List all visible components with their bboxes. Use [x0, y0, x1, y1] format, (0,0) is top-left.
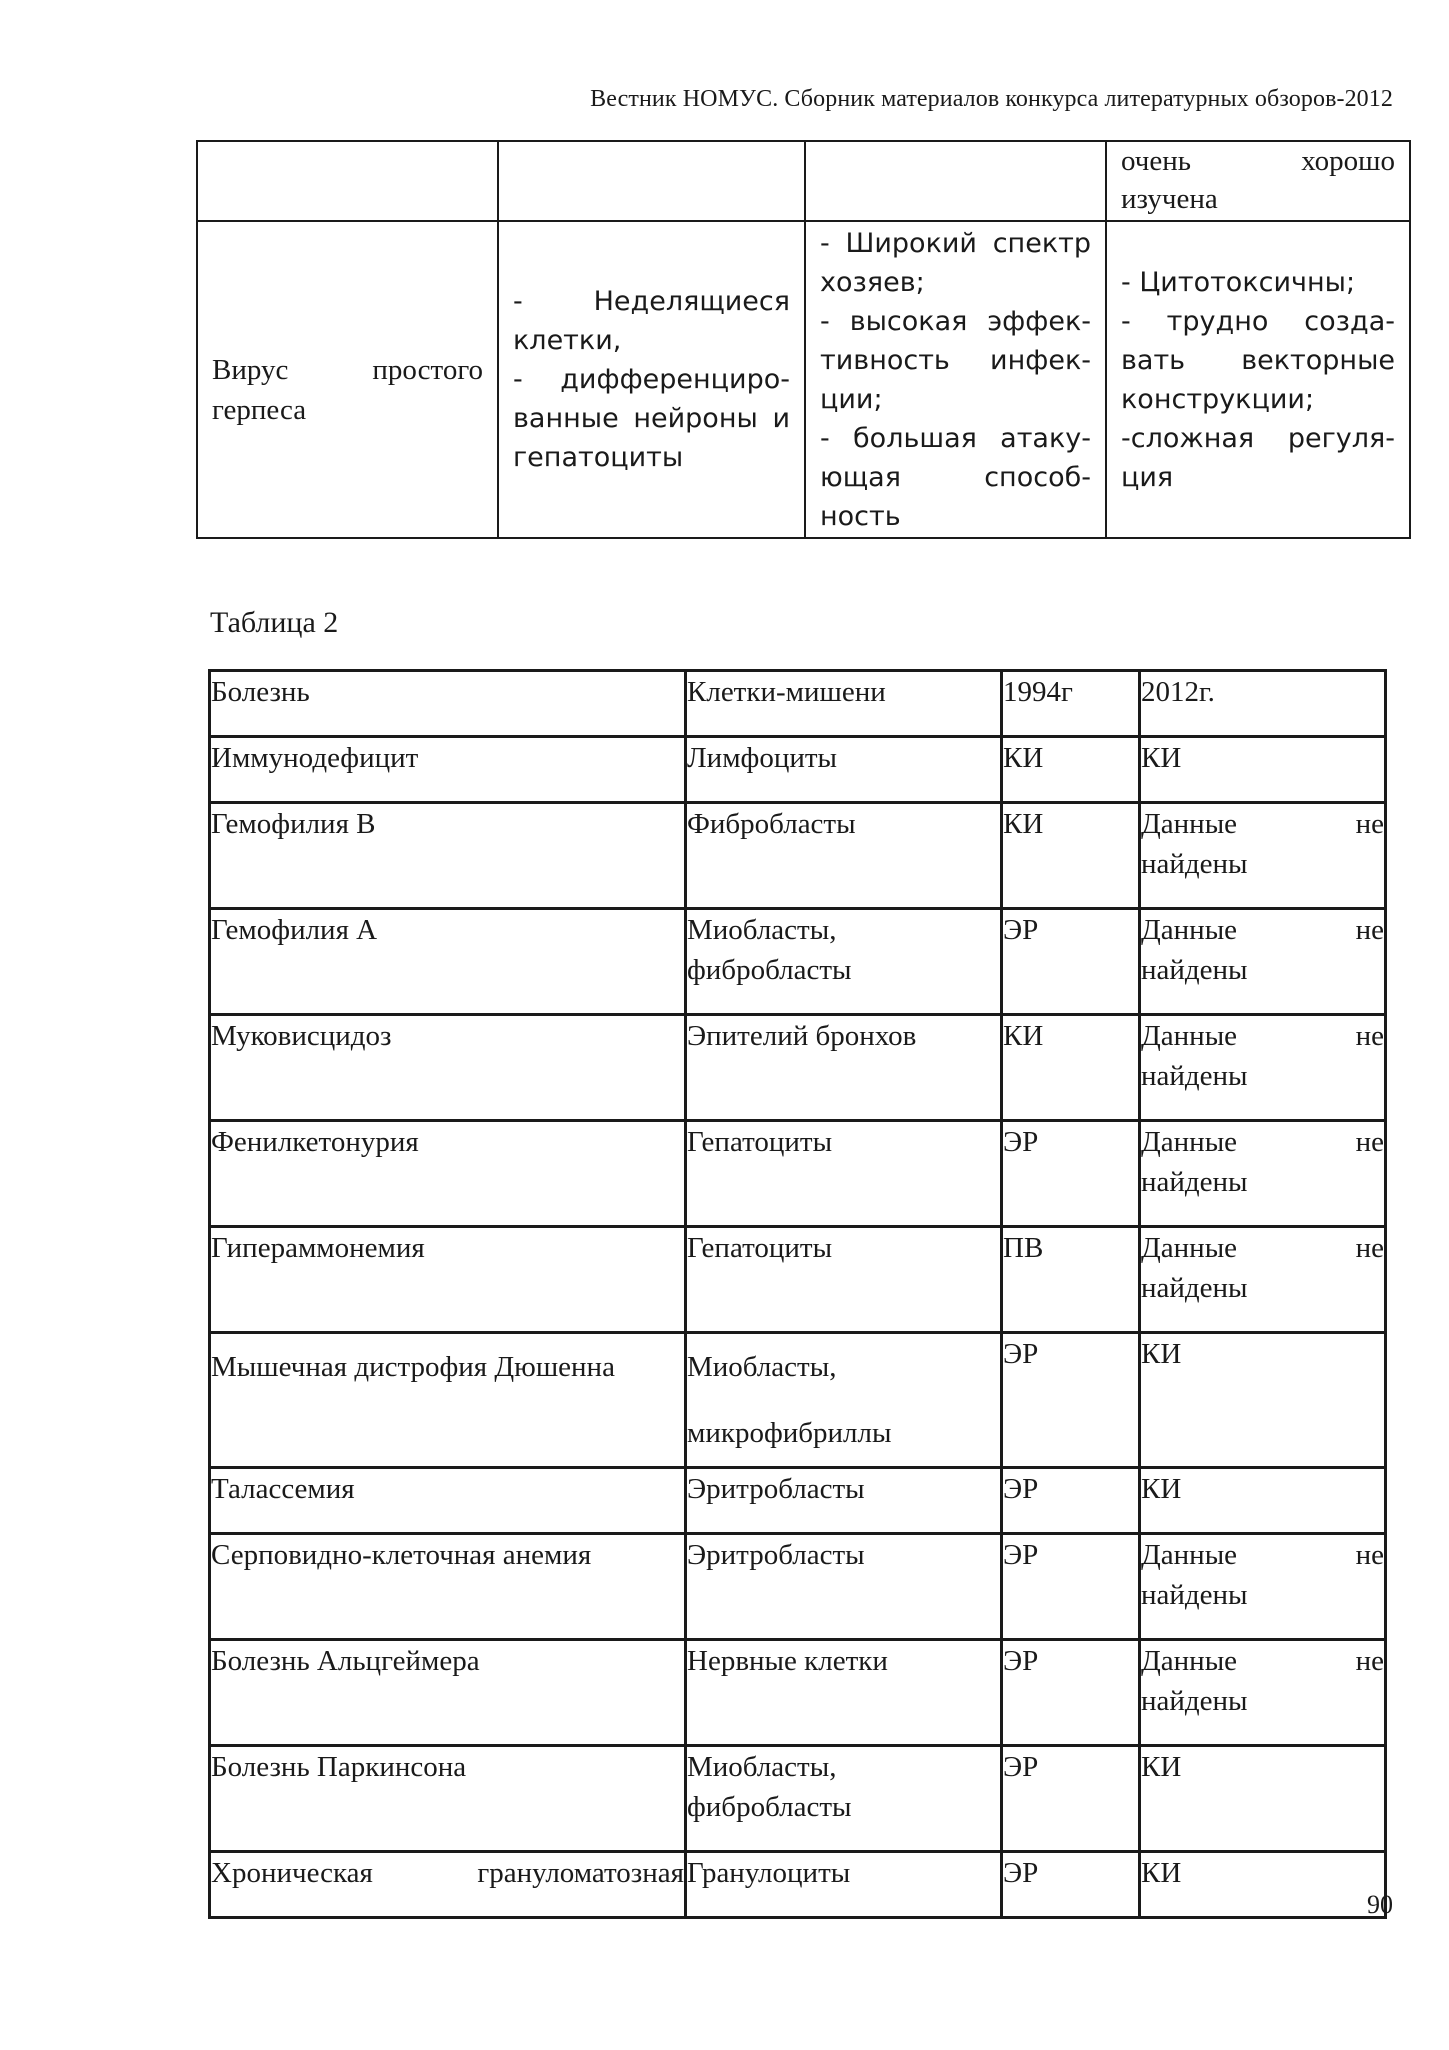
disease-cell — [210, 1015, 686, 1121]
cell-text: ЭР — [1003, 1473, 1039, 1505]
cell-text: Эритробласты — [687, 1473, 865, 1505]
table-cell — [498, 221, 805, 538]
table-row — [210, 1333, 1386, 1468]
cell-line: - Цитотоксичны; — [1121, 266, 1356, 298]
cell-text: КИ — [1141, 742, 1182, 774]
year-1994-cell — [1002, 1121, 1140, 1227]
cell-text: КИ — [1141, 1473, 1182, 1505]
year-1994-cell — [1002, 1468, 1140, 1534]
target-cells-cell — [686, 1852, 1002, 1918]
cell-line: - трудно созда- — [1121, 305, 1395, 337]
cell-text: ЭР — [1003, 1338, 1039, 1370]
cell-text: КИ — [1003, 1020, 1044, 1052]
year-1994-cell — [1002, 1534, 1140, 1640]
cell-text: Гипераммонемия — [211, 1232, 425, 1264]
cell-text: Данные не найдены — [1141, 1020, 1384, 1092]
year-1994-cell — [1002, 1746, 1140, 1852]
cell-text: Лимфоциты — [687, 742, 838, 774]
table-row — [210, 1121, 1386, 1227]
target-cells-cell — [686, 1015, 1002, 1121]
target-cells-cell — [686, 1534, 1002, 1640]
year-1994-cell — [1002, 1015, 1140, 1121]
year-2012-cell — [1140, 1746, 1386, 1852]
target-cells-cell — [686, 1640, 1002, 1746]
year-2012-cell — [1140, 803, 1386, 909]
year-2012-cell — [1140, 1534, 1386, 1640]
table-cell — [805, 221, 1106, 538]
target-cells-cell — [686, 803, 1002, 909]
table-row — [210, 803, 1386, 909]
cell-text: Данные не найдены — [1141, 808, 1384, 880]
cell-text: ЭР — [1003, 1645, 1039, 1677]
cell-text: ЭР — [1003, 1751, 1039, 1783]
table-row — [210, 1015, 1386, 1121]
page-header: Вестник НОМУС. Сборник материалов конкурса литературных обзоров-2012 — [590, 86, 1393, 112]
cell-text: Хроническая грануломатозная — [211, 1857, 684, 1889]
table-row — [197, 141, 1410, 221]
target-cells-cell — [686, 1227, 1002, 1333]
cell-line: - дифференциро- — [513, 364, 790, 395]
target-cells-cell — [686, 909, 1002, 1015]
table-row — [210, 909, 1386, 1015]
target-cells-cell — [686, 1333, 1002, 1468]
cell-line: ции; — [820, 383, 883, 415]
table-cell — [498, 141, 805, 221]
cell-line: ющая способ- — [820, 461, 1091, 493]
table-cell — [197, 221, 498, 538]
cell-text: КИ — [1003, 742, 1044, 774]
page-number: 90 — [1367, 1890, 1393, 1919]
table-row — [210, 737, 1386, 803]
cell-line: гепатоциты — [513, 442, 684, 473]
year-2012-cell — [1140, 737, 1386, 803]
table-cell — [1106, 141, 1410, 221]
table-row — [210, 1227, 1386, 1333]
table-row — [210, 1852, 1386, 1918]
year-2012-cell — [1140, 1015, 1386, 1121]
disease-cell — [210, 1333, 686, 1468]
cell-text: Гепатоциты — [687, 1232, 833, 1264]
cell-text: ЭР — [1003, 1857, 1039, 1889]
cell-text: Серповидно-клеточная анемия — [211, 1539, 592, 1571]
year-2012-cell — [1140, 1468, 1386, 1534]
cell-line: тивность инфек- — [820, 344, 1091, 376]
year-2012-cell — [1140, 1852, 1386, 1918]
diseases-table — [208, 669, 1387, 1919]
cell-line: ция — [1121, 461, 1174, 493]
vector-name: Вирус простого герпеса — [212, 353, 483, 426]
year-1994-cell — [1002, 1640, 1140, 1746]
cell-text: Муковисцидоз — [211, 1020, 392, 1052]
cell-line: конструкции; — [1121, 383, 1315, 415]
table-header-row — [210, 671, 1386, 737]
cell-text: Иммунодефицит — [211, 742, 419, 774]
year-2012-cell — [1140, 1640, 1386, 1746]
cell-text: Миобласты, фибробласты — [687, 1751, 852, 1823]
disease-cell — [210, 1227, 686, 1333]
cell-text: Гемофилия В — [211, 808, 376, 840]
cell-text: ПВ — [1003, 1232, 1044, 1264]
header-disease: Болезнь — [210, 671, 686, 737]
cell-text: Гепатоциты — [687, 1126, 833, 1158]
year-2012-cell — [1140, 1227, 1386, 1333]
cell-text: Эритробласты — [687, 1539, 865, 1571]
cell-line: - Неделящиеся — [513, 286, 790, 317]
cell-line: -сложная регуля- — [1121, 422, 1395, 454]
target-cells-cell — [686, 1746, 1002, 1852]
cell-text: очень хорошо изучена — [1121, 145, 1395, 215]
disease-cell — [210, 803, 686, 909]
year-2012-cell — [1140, 909, 1386, 1015]
cell-text: Фибробласты — [687, 808, 856, 840]
year-2012-cell — [1140, 1121, 1386, 1227]
disease-cell — [210, 737, 686, 803]
year-1994-cell — [1002, 1227, 1140, 1333]
cell-text: Талассемия — [211, 1473, 355, 1505]
vector-comparison-table — [196, 140, 1411, 539]
table-row — [210, 1746, 1386, 1852]
disease-cell — [210, 1121, 686, 1227]
cell-text: Миобласты, микрофибриллы — [687, 1351, 892, 1449]
target-cells-cell — [686, 737, 1002, 803]
cell-text: Фенилкетонурия — [211, 1126, 419, 1158]
cell-text: КИ — [1003, 808, 1044, 840]
cell-text: Гемофилия А — [211, 914, 378, 946]
disease-cell — [210, 1640, 686, 1746]
year-1994-cell — [1002, 737, 1140, 803]
year-1994-cell — [1002, 1852, 1140, 1918]
table-row — [210, 1468, 1386, 1534]
cell-text: Нервные клетки — [687, 1645, 888, 1677]
cell-line: - большая атаку- — [820, 422, 1091, 454]
header-2012: 2012г. — [1140, 671, 1386, 737]
cell-text: Данные не найдены — [1141, 1232, 1384, 1304]
cell-text: КИ — [1141, 1751, 1182, 1783]
cell-text: Миобласты, фибробласты — [687, 914, 852, 986]
target-cells-cell — [686, 1121, 1002, 1227]
cell-text: Болезнь Паркинсона — [211, 1751, 467, 1783]
disease-cell — [210, 909, 686, 1015]
table-row — [210, 1640, 1386, 1746]
cell-line: ность — [820, 500, 901, 532]
cell-text: КИ — [1141, 1857, 1182, 1889]
cell-line: вать векторные — [1121, 344, 1395, 376]
cell-text: Данные не найдены — [1141, 1645, 1384, 1717]
cell-text: КИ — [1141, 1338, 1182, 1370]
table-cell — [1106, 221, 1410, 538]
disease-cell — [210, 1468, 686, 1534]
cell-text: Мышечная дистрофия Дюшенна — [211, 1351, 615, 1383]
cell-line: - высокая эффек- — [820, 305, 1091, 337]
cell-text: Данные не найдены — [1141, 914, 1384, 986]
cell-line: - Широкий спектр — [820, 227, 1091, 259]
header-1994: 1994г — [1002, 671, 1140, 737]
target-cells-cell — [686, 1468, 1002, 1534]
table-cell — [197, 141, 498, 221]
cell-text: ЭР — [1003, 1126, 1039, 1158]
cell-text: ЭР — [1003, 914, 1039, 946]
disease-cell — [210, 1534, 686, 1640]
cell-text: Эпителий бронхов — [687, 1020, 917, 1052]
cell-text: Гранулоциты — [687, 1857, 851, 1889]
cell-text: Данные не найдены — [1141, 1126, 1384, 1198]
year-1994-cell — [1002, 803, 1140, 909]
cell-line: клетки, — [513, 325, 622, 356]
disease-cell — [210, 1852, 686, 1918]
cell-text: ЭР — [1003, 1539, 1039, 1571]
cell-line: хозяев; — [820, 266, 925, 298]
cell-line: ванные нейроны и — [513, 403, 790, 434]
cell-text: Данные не найдены — [1141, 1539, 1384, 1611]
cell-text: Болезнь Альцгеймера — [211, 1645, 480, 1677]
disease-cell — [210, 1746, 686, 1852]
table-cell — [805, 141, 1106, 221]
year-1994-cell — [1002, 1333, 1140, 1468]
header-target-cells: Клетки-мишени — [686, 671, 1002, 737]
year-2012-cell — [1140, 1333, 1386, 1468]
table-row — [197, 221, 1410, 538]
table-row — [210, 1534, 1386, 1640]
year-1994-cell — [1002, 909, 1140, 1015]
table-caption: Таблица 2 — [210, 606, 339, 639]
